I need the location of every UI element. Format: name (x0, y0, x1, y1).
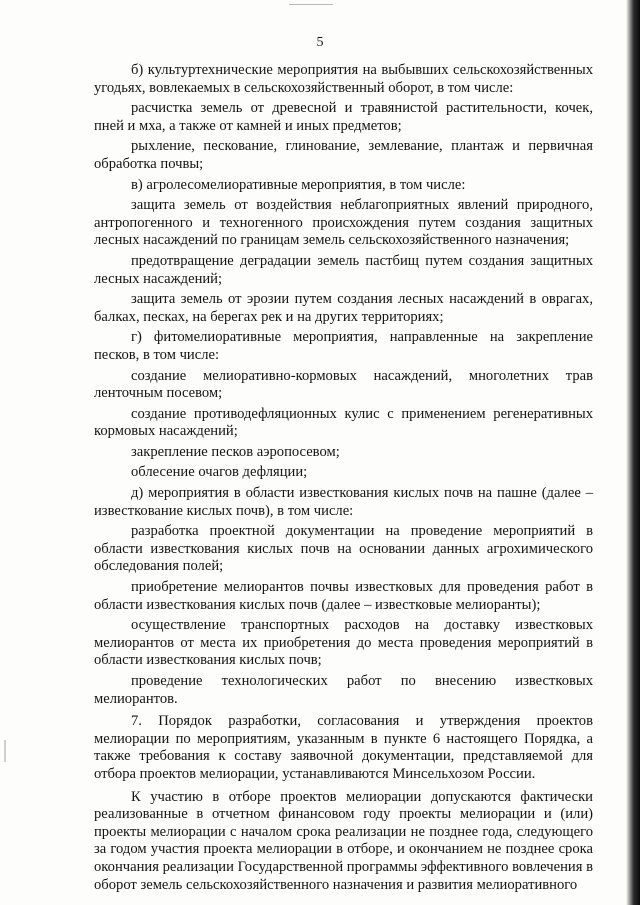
paragraph: расчистка земель от древесной и травянистой растительности, кочек, пней и мха, а также от камней и иных предметов; (94, 100, 593, 134)
scan-artifact-top (289, 4, 333, 5)
paragraph: облесение очагов дефляции; (131, 464, 308, 481)
paragraph: рыхление, пескование, глинование, землевание, плантаж и первичная обработка почвы; (94, 138, 593, 172)
paragraph: защита земель от воздействия неблагоприятных явлений природного, антропогенного и техногенного происхождения путем создания защитных лесных насаждений по границам земель сельскохозяйственного назначения; (94, 197, 593, 249)
paragraph: приобретение мелиорантов почвы известковых для проведения работ в области известкования кислых почв (далее – известковые мелиоранты); (94, 579, 593, 613)
paragraph: г) фитомелиоративные мероприятия, направленные на закрепление песков, в том числе: (94, 329, 593, 363)
document-body (94, 62, 593, 894)
paragraph: создание противодефляционных кулис с применением регенеративных кормовых насаждений; (94, 405, 593, 440)
paragraph: защита земель от эрозии путем создания лесных насаждений в оврагах, балках, песках, на берегах рек и на других территориях; (94, 291, 593, 325)
paragraph: проведение технологических работ по внесению известковых мелиорантов. (94, 673, 593, 707)
scan-dark-edge (626, 0, 640, 905)
paragraph: осуществление транспортных расходов на доставку известковых мелиорантов от места их приобретения до места проведения мероприятий в области известкования кислых почв; (94, 617, 593, 669)
paragraph: в) агролесомелиоративные мероприятия, в том числе: (131, 176, 466, 193)
paragraph: предотвращение деградации земель пастбищ путем создания защитных лесных насаждений; (94, 252, 593, 287)
paragraph: закрепление песков аэропосевом; (131, 443, 340, 460)
scan-artifact-left (4, 740, 6, 762)
paragraph: К участию в отборе проектов мелиорации допускаются фактически реализованные в отчетном финансовом году проекты мелиорации и (или) проекты мелиорации с началом срока реализации не позднее года, следующего за годом участия проекта мелиорации в отборе, и окончанием не позднее срока окончания реализации Государственной программы эффективного вовлечения в оборот земель сельскохозяйственного назначения и развития мелиоративного (94, 788, 593, 893)
page-number: 5 (316, 35, 324, 50)
paragraph: разработка проектной документации на проведение мероприятий в области известкования кислых почв на основании данных агрохимического обследования полей; (94, 523, 593, 575)
paragraph: б) культуртехнические мероприятия на выбывших сельскохозяйственных угодьях, вовлекаемых в сельскохозяйственный оборот, в том числе: (94, 62, 593, 96)
paragraph: создание мелиоративно-кормовых насаждений, многолетних трав ленточным посевом; (94, 367, 593, 402)
paragraph: 7. Порядок разработки, согласования и утверждения проектов мелиорации по мероприятиям, указанным в пункте 6 настоящего Порядка, а также требования к составу заявочной документации, представляемой для отбора проектов мелиорации, устанавливаются Минсельхозом России. (94, 713, 593, 782)
paragraph: д) мероприятия в области известкования кислых почв на пашне (далее – известкование кислых почв), в том числе: (94, 485, 593, 519)
